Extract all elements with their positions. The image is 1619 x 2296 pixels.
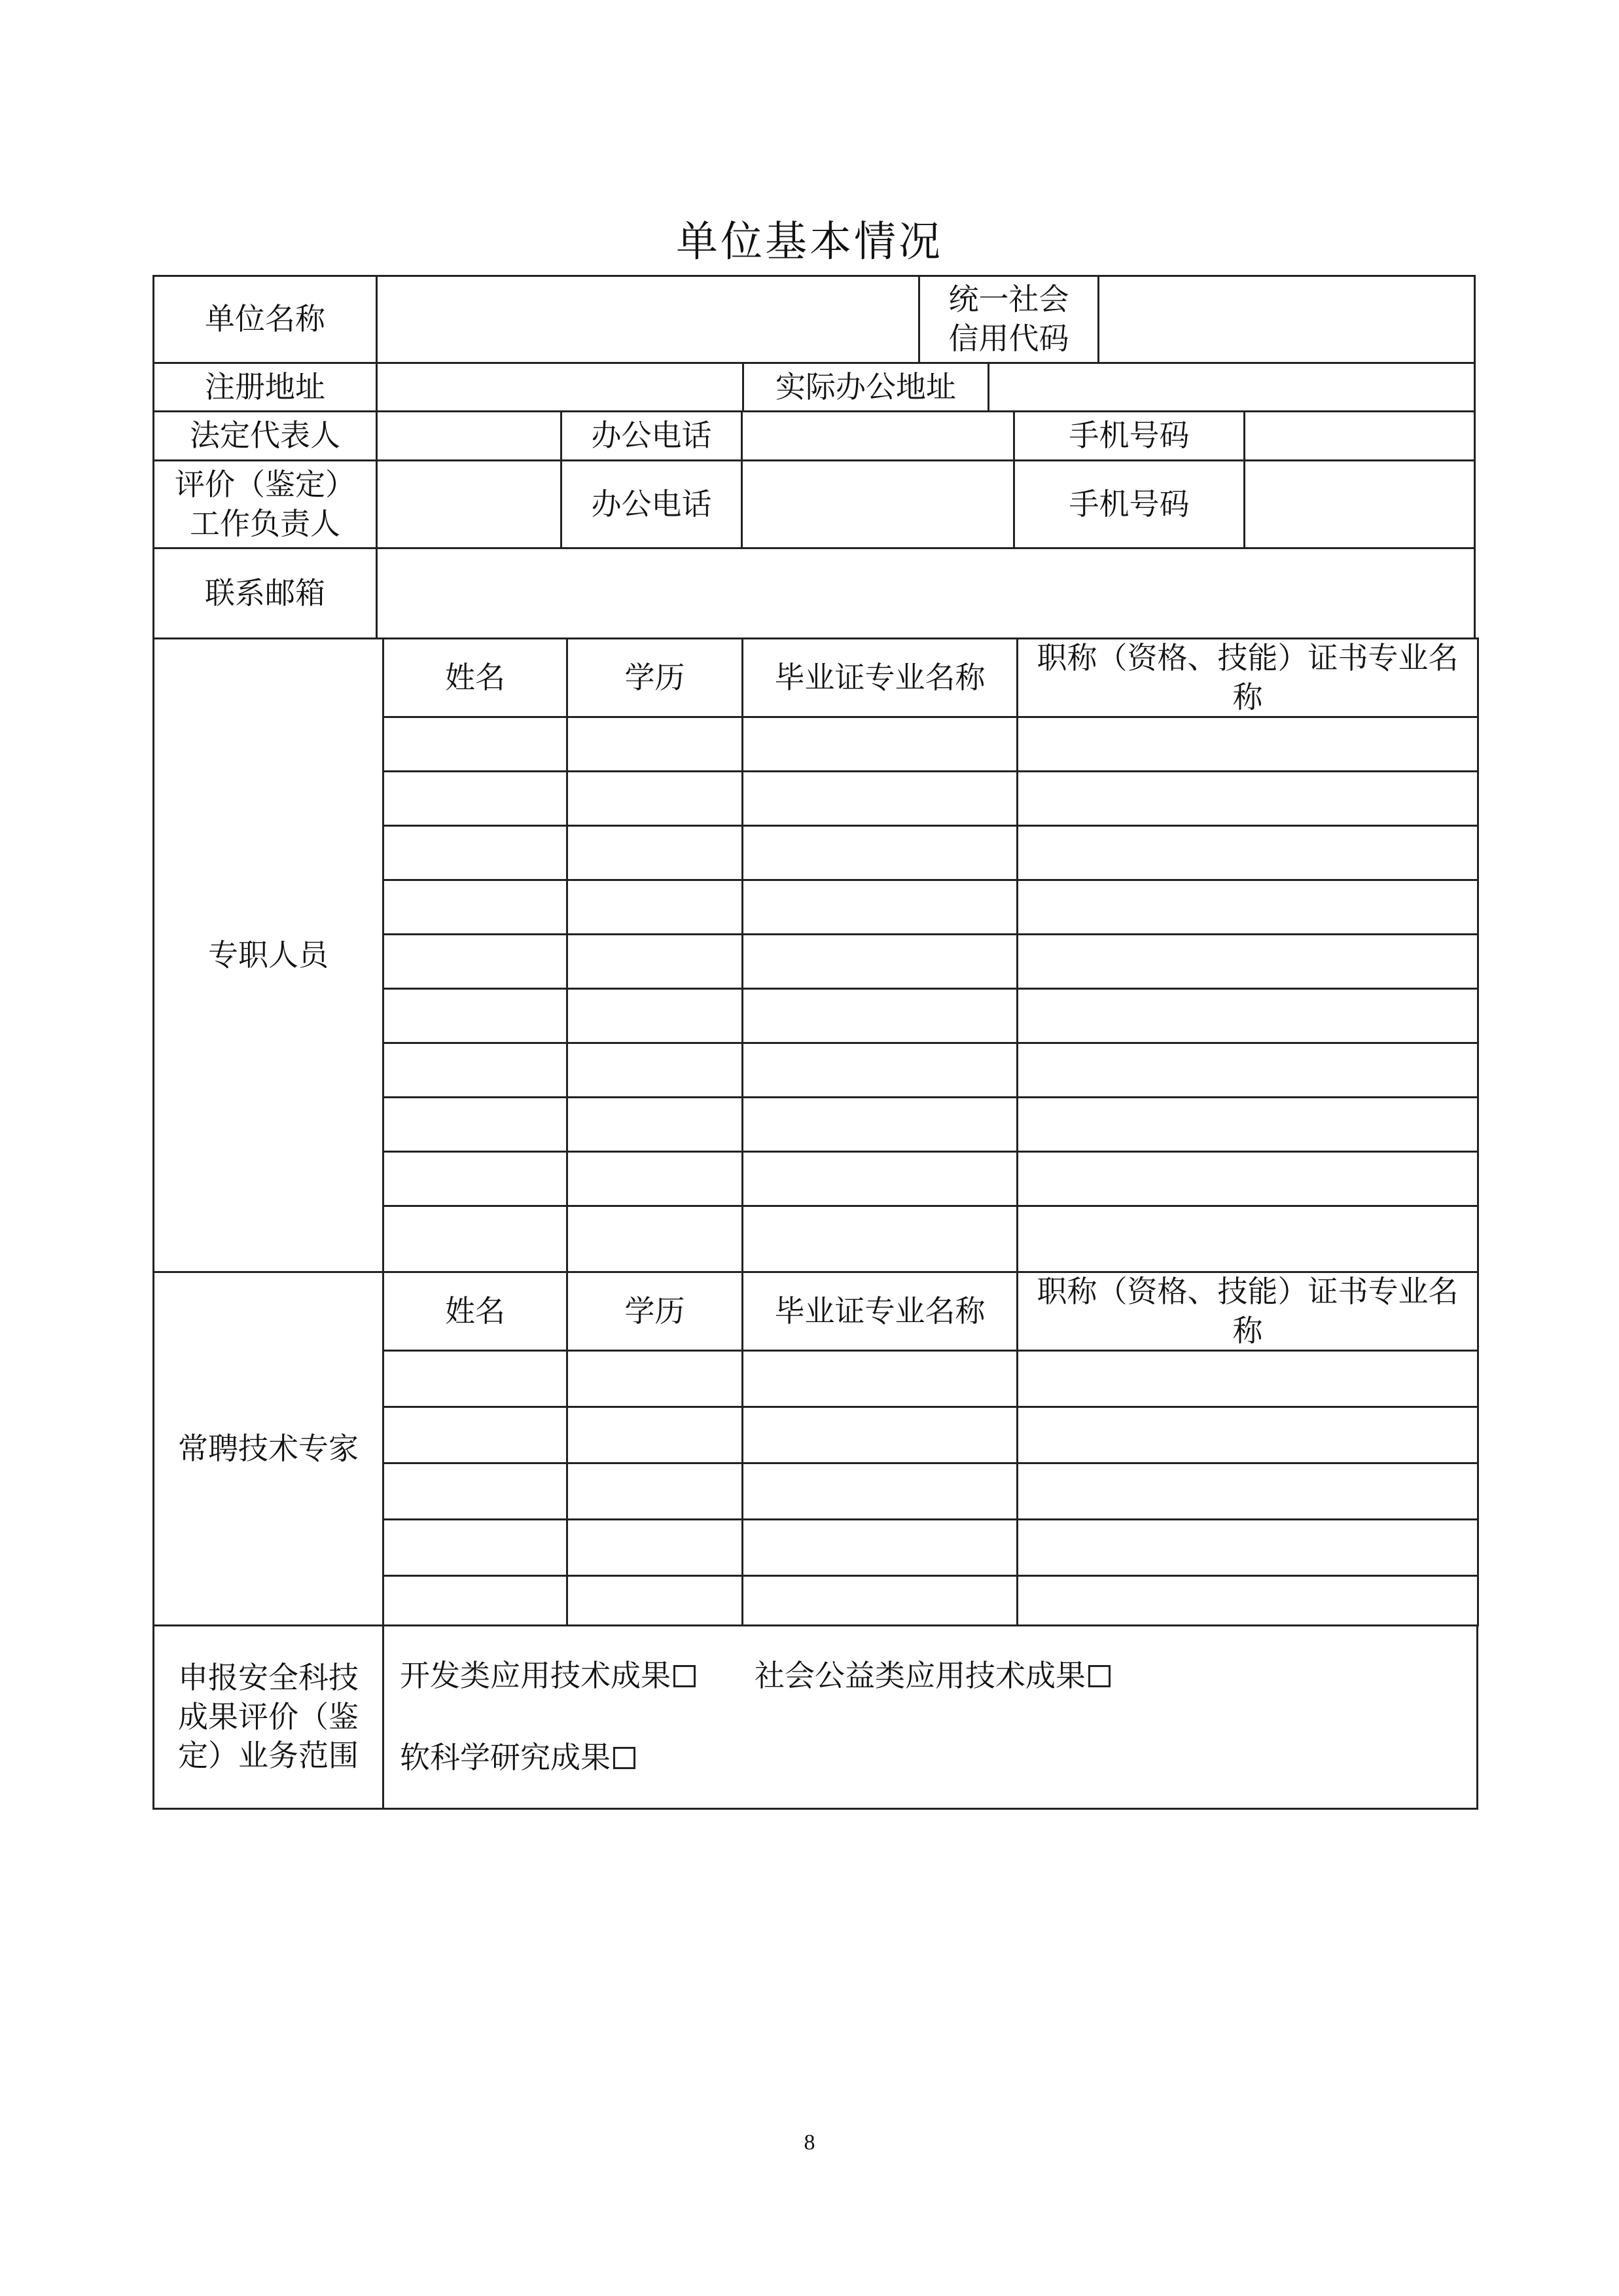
fulltime-staff-row-cell[interactable] [1016,988,1479,1044]
fulltime-staff-row-cell[interactable] [566,770,743,827]
fulltime-staff-row-cell[interactable] [566,825,743,881]
eval-lead-mobile-label: 手机号码 [1013,459,1245,549]
experts-row-cell[interactable] [1016,1462,1479,1520]
email-input[interactable] [376,547,1476,639]
experts-row-cell[interactable] [566,1575,743,1626]
fulltime-staff-row-cell[interactable] [382,1151,568,1207]
fulltime-staff-row-cell[interactable] [566,1042,743,1098]
experts-col-header: 毕业证专业名称 [741,1271,1018,1352]
credit-code-input[interactable] [1097,275,1476,364]
scope-soft-label: 软科学研究成果 [400,1740,611,1776]
scope-dev-label: 开发类应用技术成果 [400,1658,671,1694]
registered-address-input[interactable] [376,362,744,412]
fulltime-staff-row-cell[interactable] [741,933,1018,990]
fulltime-staff-col-header: 毕业证专业名称 [741,637,1018,718]
legal-rep-label: 法定代表人 [152,410,378,461]
fulltime-staff-row-cell[interactable] [382,1042,568,1098]
fulltime-staff-row-cell[interactable] [566,716,743,772]
unit-name-input[interactable] [376,275,920,364]
scope-dev-checkbox[interactable] [673,1665,696,1687]
experts-row-cell[interactable] [566,1406,743,1464]
registered-address-label: 注册地址 [152,362,378,412]
fulltime-staff-col-header: 学历 [566,637,743,718]
fulltime-staff-col-header: 职称（资格、技能）证书专业名称 [1016,637,1479,718]
legal-rep-office-phone-label: 办公电话 [560,410,743,461]
scope-public-label: 社会公益类应用技术成果 [755,1658,1086,1694]
fulltime-staff-row-cell[interactable] [382,988,568,1044]
experts-row-cell[interactable] [566,1462,743,1520]
fulltime-staff-row-cell[interactable] [741,770,1018,827]
experts-row-cell[interactable] [1016,1406,1479,1464]
legal-rep-input[interactable] [376,410,562,461]
experts-row-cell[interactable] [382,1575,568,1626]
experts-col-header: 姓名 [382,1271,568,1352]
office-address-input[interactable] [987,362,1476,412]
fulltime-staff-row-cell[interactable] [1016,933,1479,990]
fulltime-staff-row-cell[interactable] [382,825,568,881]
fulltime-staff-section-label: 专职人员 [152,637,384,1273]
experts-row-cell[interactable] [1016,1518,1479,1577]
fulltime-staff-row-cell[interactable] [382,1205,568,1273]
legal-rep-mobile-label: 手机号码 [1013,410,1245,461]
fulltime-staff-row-cell[interactable] [1016,1205,1479,1273]
eval-lead-label: 评价（鉴定）工作负责人 [152,459,378,549]
credit-code-label: 统一社会信用代码 [918,275,1099,364]
legal-rep-mobile-input[interactable] [1243,410,1476,461]
fulltime-staff-row-cell[interactable] [1016,1096,1479,1153]
fulltime-staff-row-cell[interactable] [1016,716,1479,772]
fulltime-staff-row-cell[interactable] [566,1151,743,1207]
fulltime-staff-row-cell[interactable] [566,933,743,990]
unit-name-label: 单位名称 [152,275,378,364]
experts-row-cell[interactable] [741,1575,1018,1626]
fulltime-staff-row-cell[interactable] [382,716,568,772]
experts-row-cell[interactable] [382,1462,568,1520]
fulltime-staff-row-cell[interactable] [382,933,568,990]
fulltime-staff-col-header: 姓名 [382,637,568,718]
experts-section-label: 常聘技术专家 [152,1271,384,1626]
experts-row-cell[interactable] [741,1462,1018,1520]
email-label: 联系邮箱 [152,547,378,639]
fulltime-staff-row-cell[interactable] [741,988,1018,1044]
fulltime-staff-row-cell[interactable] [1016,879,1479,935]
experts-col-header: 学历 [566,1271,743,1352]
legal-rep-office-phone-input[interactable] [741,410,1015,461]
fulltime-staff-row-cell[interactable] [382,879,568,935]
experts-row-cell[interactable] [1016,1575,1479,1626]
fulltime-staff-row-cell[interactable] [741,716,1018,772]
office-address-label: 实际办公地址 [742,362,989,412]
experts-row-cell[interactable] [1016,1350,1479,1408]
eval-lead-mobile-input[interactable] [1243,459,1476,549]
experts-row-cell[interactable] [741,1406,1018,1464]
fulltime-staff-row-cell[interactable] [566,1096,743,1153]
experts-row-cell[interactable] [741,1518,1018,1577]
fulltime-staff-row-cell[interactable] [1016,770,1479,827]
page-number: 8 [804,2130,815,2155]
scope-soft-checkbox[interactable] [613,1747,635,1769]
fulltime-staff-row-cell[interactable] [1016,1042,1479,1098]
fulltime-staff-row-cell[interactable] [1016,1151,1479,1207]
experts-row-cell[interactable] [566,1518,743,1577]
scope-row [400,1636,1111,1717]
fulltime-staff-row-cell[interactable] [382,1096,568,1153]
experts-row-cell[interactable] [382,1350,568,1408]
experts-col-header: 职称（资格、技能）证书专业名称 [1016,1271,1479,1352]
experts-row-cell[interactable] [741,1350,1018,1408]
fulltime-staff-row-cell[interactable] [741,1205,1018,1273]
scope-label: 申报安全科技成果评价（鉴定）业务范围 [152,1624,384,1810]
eval-lead-input[interactable] [376,459,562,549]
eval-lead-office-phone-input[interactable] [741,459,1015,549]
fulltime-staff-row-cell[interactable] [741,879,1018,935]
fulltime-staff-row-cell[interactable] [1016,825,1479,881]
fulltime-staff-row-cell[interactable] [741,1042,1018,1098]
fulltime-staff-row-cell[interactable] [741,825,1018,881]
fulltime-staff-row-cell[interactable] [566,879,743,935]
eval-lead-office-phone-label: 办公电话 [560,459,743,549]
experts-row-cell[interactable] [382,1518,568,1577]
fulltime-staff-row-cell[interactable] [741,1151,1018,1207]
scope-options [382,1624,1478,1810]
fulltime-staff-row-cell[interactable] [566,988,743,1044]
page-title: 单位基本情况 [676,218,943,266]
fulltime-staff-row-cell[interactable] [566,1205,743,1273]
fulltime-staff-row-cell[interactable] [741,1096,1018,1153]
experts-row-cell[interactable] [566,1350,743,1408]
fulltime-staff-row-cell[interactable] [382,770,568,827]
scope-row [400,1717,635,1799]
experts-row-cell[interactable] [382,1406,568,1464]
scope-public-checkbox[interactable] [1088,1665,1111,1687]
